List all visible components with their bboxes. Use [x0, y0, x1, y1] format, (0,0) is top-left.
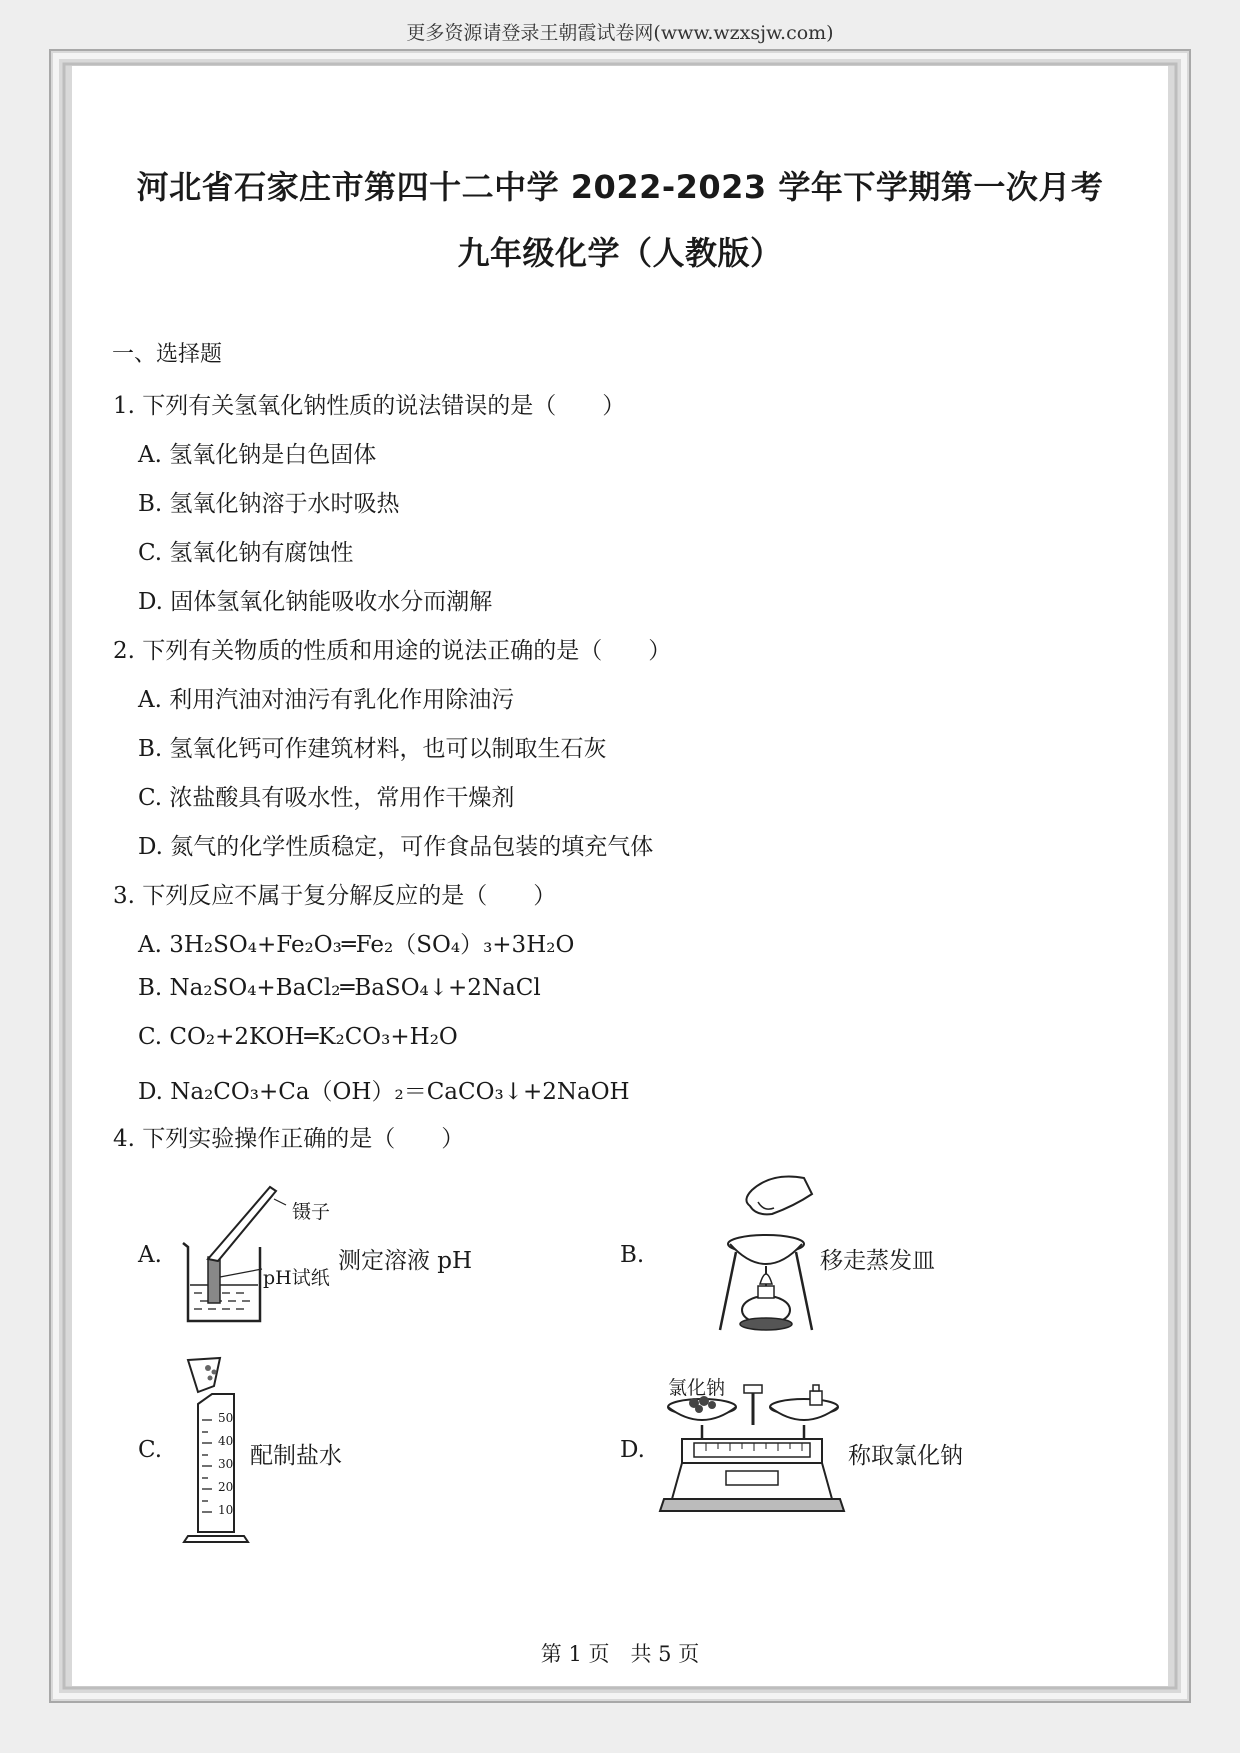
question-4-option-a-letter: A.	[138, 1242, 162, 1268]
question-3-option-a: A. 3H₂SO₄+Fe₂O₃═Fe₂（SO₄）₃+3H₂O	[138, 932, 575, 958]
beaker-ph-figure	[178, 1185, 298, 1325]
question-4-option-c-caption: 配制盐水	[250, 1443, 342, 1469]
question-1-option-d: D. 固体氢氧化钠能吸收水分而潮解	[138, 589, 493, 615]
graduated-cylinder-figure	[178, 1356, 258, 1546]
header-note: 更多资源请登录王朝霞试卷网(www.wzxsjw.com)	[406, 22, 834, 44]
page-number: 第 1 页 共 5 页	[540, 1642, 700, 1666]
question-4-option-c-letter: C.	[138, 1437, 163, 1463]
question-3-option-c: C. CO₂+2KOH═K₂CO₃+H₂O	[138, 1024, 458, 1050]
question-2-option-c: C. 浓盐酸具有吸水性，常用作干燥剂	[138, 785, 515, 811]
question-4-stem: 4. 下列实验操作正确的是（ ）	[113, 1126, 465, 1152]
question-3-option-b: B. Na₂SO₄+BaCl₂═BaSO₄↓+2NaCl	[138, 975, 541, 1001]
question-4-option-d-caption: 称取氯化钠	[848, 1443, 963, 1469]
balance-scale-figure	[656, 1385, 844, 1525]
question-3-stem: 3. 下列反应不属于复分解反应的是（ ）	[113, 883, 557, 909]
question-1-option-a: A. 氢氧化钠是白色固体	[138, 442, 377, 468]
cylinder-tick-label: 40	[218, 1434, 234, 1448]
question-1-stem: 1. 下列有关氢氧化钠性质的说法错误的是（ ）	[113, 393, 626, 419]
exam-title: 河北省石家庄市第四十二中学 2022-2023 学年下学期第一次月考	[136, 168, 1104, 206]
evaporating-dish-figure	[712, 1172, 820, 1336]
question-2-option-b: B. 氢氧化钙可作建筑材料，也可以制取生石灰	[138, 736, 607, 762]
ph-paper-label: pH试纸	[263, 1267, 330, 1289]
question-2-stem: 2. 下列有关物质的性质和用途的说法正确的是（ ）	[113, 638, 672, 664]
sodium-chloride-label: 氯化钠	[668, 1377, 726, 1399]
cylinder-tick-label: 10	[218, 1503, 234, 1517]
question-4-option-b-letter: B.	[620, 1242, 645, 1268]
exam-subtitle: 九年级化学（人教版）	[457, 234, 783, 272]
cylinder-tick-label: 20	[218, 1480, 234, 1494]
question-3-option-d: D. Na₂CO₃+Ca（OH）₂＝CaCO₃↓+2NaOH	[138, 1079, 630, 1105]
section-heading: 一、选择题	[112, 342, 223, 367]
question-1-option-c: C. 氢氧化钠有腐蚀性	[138, 540, 354, 566]
question-4-option-a-caption: 测定溶液 pH	[338, 1248, 473, 1274]
cylinder-tick-label: 30	[218, 1457, 234, 1471]
tweezers-label: 镊子	[292, 1201, 331, 1223]
question-2-option-a: A. 利用汽油对油污有乳化作用除油污	[138, 687, 515, 713]
cylinder-tick-label: 50	[218, 1411, 234, 1425]
question-2-option-d: D. 氮气的化学性质稳定，可作食品包装的填充气体	[138, 834, 654, 860]
question-4-option-d-letter: D.	[620, 1437, 645, 1463]
question-4-option-b-caption: 移走蒸发皿	[820, 1248, 935, 1274]
question-1-option-b: B. 氢氧化钠溶于水时吸热	[138, 491, 400, 517]
